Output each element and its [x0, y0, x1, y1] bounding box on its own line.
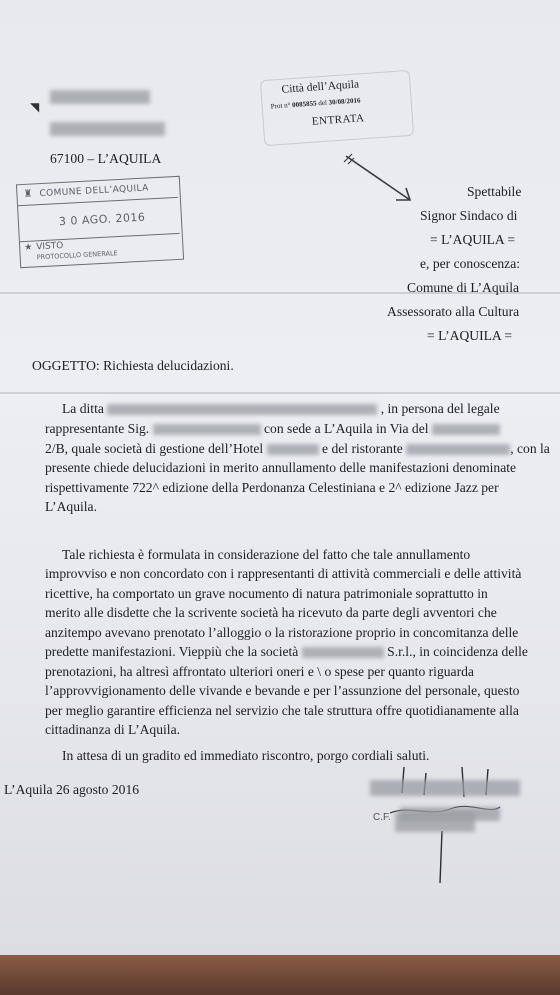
protocol-city: Città dell’Aquila — [281, 78, 360, 96]
cf-label: C.F. — [373, 812, 391, 823]
recipient-line: Signor Sindaco di — [420, 208, 518, 223]
star-icon: ★ — [23, 242, 33, 253]
subject-label: OGGETTO: — [32, 358, 100, 373]
protocol-number-line: Prot n° 0085855 del 30/08/2016 — [270, 96, 361, 111]
redacted-fiscal-code — [395, 812, 475, 832]
stamp-protocollo: PROTOCOLLO GENERALE — [36, 249, 118, 262]
p2-line: l’approvvigionamento delle vivande e bevande e per l’assunzione del personale, questo — [45, 683, 520, 698]
p1-line-4: presente chiede delucidazioni in merito annullamento delle manifestazioni denominate — [45, 460, 517, 475]
p1-line-6: L’Aquila. — [45, 499, 97, 514]
p2-line: merito alle disdette che la scrivente società ha ricevuto da parte degli avventori che — [45, 605, 497, 620]
sender-city-line: 67100 – L’AQUILA — [50, 151, 162, 166]
p1-line-2: rappresentante Sig. con sede a L’Aquila in Via del — [45, 419, 500, 439]
coat-of-arms-icon: ♜ — [23, 188, 33, 200]
table-surface — [0, 955, 560, 995]
redacted-signer-name — [370, 780, 520, 796]
municipal-stamp — [16, 176, 184, 268]
redacted-street — [432, 424, 500, 435]
p1-line-1: La ditta , in persona del legale — [62, 401, 500, 416]
redacted-sender-address — [50, 122, 165, 136]
redacted-hotel — [267, 444, 319, 455]
p2-line: per meglio garantire efficienza nel servizio che tale struttura offre quotidianamente alla — [45, 703, 519, 718]
p2-line: prenotazioni, ha altresì affrontato ulteriori oneri e \ o spese per quanto riguarda — [45, 664, 474, 679]
stamp-date: 3 0 AGO. 2016 — [58, 210, 146, 229]
redacted-representative — [153, 424, 261, 435]
redacted-restaurant — [406, 444, 510, 455]
closing-greeting: In attesa di un gradito ed immediato riscontro, porgo cordiali saluti. — [62, 748, 430, 763]
redacted-company — [107, 404, 377, 415]
recipient-line: Spettabile — [467, 184, 522, 199]
p2-line: cittadinanza di L’Aquila. — [45, 722, 181, 737]
protocol-type: ENTRATA — [311, 112, 365, 128]
p1-line-3: 2/B, quale società di gestione dell’Hotel e del ristorante , con la — [45, 441, 550, 456]
p2-line: improvviso e non concordato con i rappresentanti di attività commerciali e delle attività — [45, 566, 522, 581]
p2-line: predette manifestazioni. Vieppiù che la società S.r.l., in coincidenza delle — [45, 644, 528, 659]
sender-arrow-mark: ◥ — [30, 100, 40, 114]
subject-text: Richiesta delucidazioni. — [99, 358, 234, 373]
p2-line: Tale richiesta è formulata in considerazione del fatto che tale annullamento — [62, 547, 471, 562]
recipient-line: Comune di L’Aquila — [407, 280, 520, 295]
p2-line: ricettive, ha comportato un grave nocumento di natura patrimoniale soprattutto in — [45, 586, 488, 601]
stamp-title: COMUNE DELL’AQUILA — [39, 183, 149, 200]
recipient-line: Assessorato alla Cultura — [387, 304, 520, 319]
recipient-line: e, per conoscenza: — [420, 256, 521, 271]
p1-line-5: rispettivamente 722^ edizione della Perdonanza Celestiniana e 2^ edizione Jazz per — [45, 480, 499, 495]
handwritten-arrow-icon — [340, 150, 420, 210]
p2-line: anzitempo avevano prenotato l’alloggio o la ristorazione proprio in concomitanza delle — [45, 625, 519, 640]
redacted-company-name — [302, 647, 384, 658]
recipient-line: = L’AQUILA = — [430, 232, 516, 247]
stamp-visto: VISTO — [35, 240, 64, 253]
recipient-line: = L’AQUILA = — [427, 328, 513, 343]
protocol-stamp — [260, 70, 414, 146]
fold-line — [0, 392, 560, 394]
redacted-sender-name — [50, 90, 150, 104]
place-date: L’Aquila 26 agosto 2016 — [4, 782, 140, 797]
subject-line — [32, 356, 234, 376]
